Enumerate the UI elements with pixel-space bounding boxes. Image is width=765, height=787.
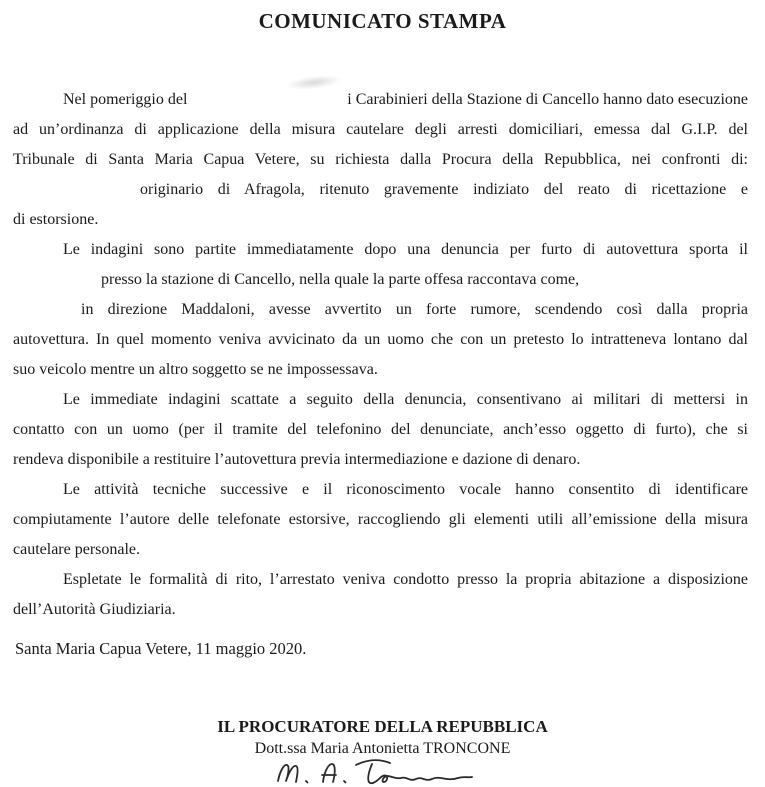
body-line-p1-l3: Tribunale di Santa Maria Capua Vetere, su richiesta dalla Procura della Repubblica, nei confronti di: [13, 151, 748, 168]
document-body [13, 85, 748, 625]
redacted-gap [13, 265, 101, 295]
text-fragment: in direzione Maddaloni, avesse avvertito un forte rumore, scendendo così dalla propria [81, 301, 748, 318]
redacted-gap [187, 85, 347, 115]
document-title: COMUNICATO STAMPA [258, 9, 507, 33]
body-line-p3-l1: Le immediate indagini scattate a seguito della denuncia, consentivano ai militari di mettersi in [63, 391, 748, 408]
body-line-p2-l1: Le indagini sono partite immediatamente dopo una denuncia per furto di autovettura sporta il [63, 241, 748, 258]
redacted-gap [13, 295, 81, 325]
body-line-p3-l3: rendeva disponibile a restituire l’autovettura previa intermediazione e dazione di denaro. [13, 451, 581, 468]
body-line-p4-l2: compiutamente l’autore delle telefonate estorsive, raccogliendo gli elementi utili all’emissione della misura [13, 511, 748, 528]
body-line-p4-l1: Le attività tecniche successive e il riconoscimento vocale hanno consentito di identificare [63, 481, 748, 498]
body-line-p2-l4: autovettura. In quel momento veniva avvicinato da un uomo che con un pretesto lo intratteneva lontano dal [13, 331, 748, 348]
body-line-p2-l5: suo veicolo mentre un altro soggetto se ne impossessava. [13, 361, 378, 378]
body-line-p5-l1: Espletate le formalità di rito, l’arrestato veniva condotto presso la propria abitazione a disposizione [63, 571, 748, 588]
body-line-p4-l3: cautelare personale. [13, 541, 141, 558]
redacted-gap [13, 175, 140, 205]
signer-role: IL PROCURATORE DELLA REPUBBLICA [217, 717, 548, 736]
body-line-p1-l4 [13, 175, 748, 205]
body-line-p3-l2: contatto con un uomo (per il tramite del telefonino del denunciate, anch’esso oggetto di furto), che si [13, 421, 748, 438]
text-fragment: originario di Afragola, ritenuto gravemente indiziato del reato di ricettazione e [140, 181, 748, 198]
text-fragment: presso la stazione di Cancello, nella quale la parte offesa raccontava come, [101, 271, 580, 288]
body-line-p5-l2: dell’Autorità Giudiziaria. [13, 601, 176, 618]
text-fragment: Nel pomeriggio del [63, 91, 188, 108]
text-fragment: i Carabinieri della Stazione di Cancello hanno dato esecuzione [347, 91, 748, 108]
signer-name: Dott.ssa Maria Antonietta TRONCONE [254, 740, 511, 757]
paragraph-indent [13, 85, 63, 115]
body-line-p2-l3 [13, 295, 748, 325]
place-date-line: Santa Maria Capua Vetere, 11 maggio 2020. [15, 639, 307, 658]
body-line-p1-l1 [13, 85, 748, 115]
body-line-p1-l5: di estorsione. [13, 211, 99, 228]
handwritten-signature [268, 751, 498, 787]
body-line-p2-l2 [13, 265, 748, 295]
body-line-p1-l2: ad un’ordinanza di applicazione della misura cautelare degli arresti domiciliari, emessa dal G.I.P. del [13, 121, 748, 138]
